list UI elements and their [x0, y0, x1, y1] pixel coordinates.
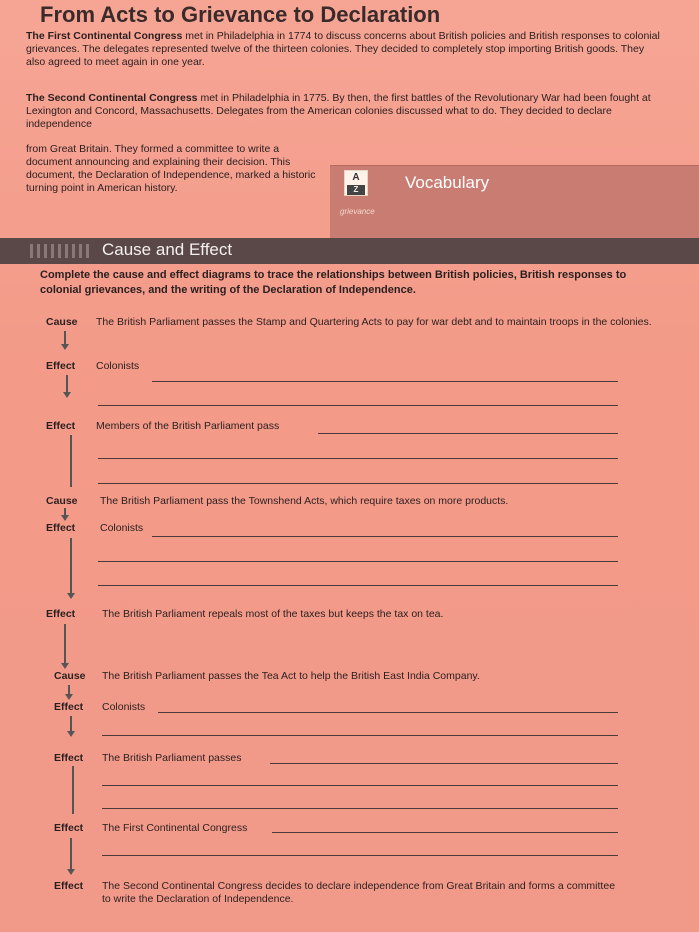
section-title: Cause and Effect	[102, 240, 233, 259]
answer-line[interactable]	[272, 832, 618, 833]
effect-label: Effect	[46, 608, 76, 620]
answer-line[interactable]	[152, 381, 618, 382]
cause-text: The British Parliament passes the Stamp and Quartering Acts to pay for war debt and to maintain troops in the colonies.	[96, 316, 652, 328]
down-arrow	[66, 375, 68, 393]
effect-text: The First Continental Congress	[102, 822, 248, 834]
effect-text: The British Parliament passes	[102, 752, 242, 764]
down-arrow	[70, 538, 72, 594]
cause-label: Cause	[46, 495, 78, 507]
intro-paragraph-2-continued: from Great Britain. They formed a committee to write a document announcing and explaining their decision. This document, the Declaration of Independence, marked a historic turning point in American history.	[26, 143, 316, 194]
effect-label: Effect	[46, 522, 76, 534]
first-congress-term: The First Continental Congress	[26, 30, 183, 42]
cause-text: The British Parliament passes the Tea Act to help the British East India Company.	[102, 670, 480, 682]
page-title: From Acts to Grievance to Declaration	[40, 2, 441, 27]
effect-label: Effect	[54, 880, 84, 892]
answer-line[interactable]	[102, 808, 618, 809]
answer-line[interactable]	[102, 855, 618, 856]
intro-paragraph-1	[26, 30, 666, 69]
answer-line[interactable]	[98, 405, 618, 406]
vocabulary-box	[330, 165, 699, 238]
dictionary-icon-letter-a: A	[352, 172, 360, 183]
effect-text: The British Parliament repeals most of the taxes but keeps the tax on tea.	[102, 608, 444, 620]
effect-text: The Second Continental Congress decides to declare independence from Great Britain and forms a committee to write the Declaration of Independence.	[102, 880, 616, 905]
cause-text: The British Parliament pass the Townshend Acts, which require taxes on more products.	[100, 495, 509, 507]
down-arrow	[64, 331, 66, 345]
connector-bar	[72, 766, 74, 814]
connector-bar	[70, 435, 72, 487]
effect-text: Colonists	[102, 701, 146, 713]
down-arrow	[70, 716, 72, 732]
down-arrow	[68, 685, 70, 695]
effect-label: Effect	[54, 701, 84, 713]
down-arrow	[64, 624, 66, 664]
answer-line[interactable]	[102, 785, 618, 786]
dictionary-icon	[344, 170, 368, 196]
answer-line[interactable]	[98, 585, 618, 586]
effect-text: Colonists	[96, 360, 140, 372]
intro-paragraph-1-text: met in Philadelphia in 1774 to discuss concerns about British policies and British responses to colonial grievances. The delegates represented twelve of the thirteen colonies. They decided to completely stop importing British goods. They also agreed to meet again in one year.	[26, 30, 660, 68]
answer-line[interactable]	[152, 536, 618, 537]
answer-line[interactable]	[102, 735, 618, 736]
answer-line[interactable]	[98, 458, 618, 459]
intro-paragraph-2	[26, 92, 666, 131]
cause-label: Cause	[46, 316, 78, 328]
banner-stripes	[30, 244, 90, 258]
instructions: Complete the cause and effect diagrams to trace the relationships between British policies, British responses to colonial grievances, and the writing of the Declaration of Independence.	[40, 269, 627, 296]
effect-label: Effect	[54, 752, 84, 764]
answer-line[interactable]	[98, 561, 618, 562]
effect-label: Effect	[46, 360, 76, 372]
intro-paragraph-2-text: met in Philadelphia in 1775. By then, the first battles of the Revolutionary War had been fought at Lexington and Concord, Massachusetts. Delegates from the American colonies discussed what to do. They decided to declare independence	[26, 92, 651, 130]
vocabulary-word: grievance	[340, 207, 375, 216]
answer-line[interactable]	[318, 433, 618, 434]
down-arrow	[70, 838, 72, 870]
effect-label: Effect	[46, 420, 76, 432]
answer-line[interactable]	[158, 712, 618, 713]
dictionary-icon-letter-z: Z	[347, 185, 365, 195]
effect-text: Members of the British Parliament pass	[96, 420, 280, 432]
effect-label: Effect	[54, 822, 84, 834]
cause-label: Cause	[54, 670, 86, 682]
second-congress-term: The Second Continental Congress	[26, 92, 198, 104]
answer-line[interactable]	[98, 483, 618, 484]
vocabulary-title: Vocabulary	[405, 173, 490, 192]
down-arrow	[64, 508, 66, 516]
answer-line[interactable]	[270, 763, 618, 764]
effect-text: Colonists	[100, 522, 144, 534]
